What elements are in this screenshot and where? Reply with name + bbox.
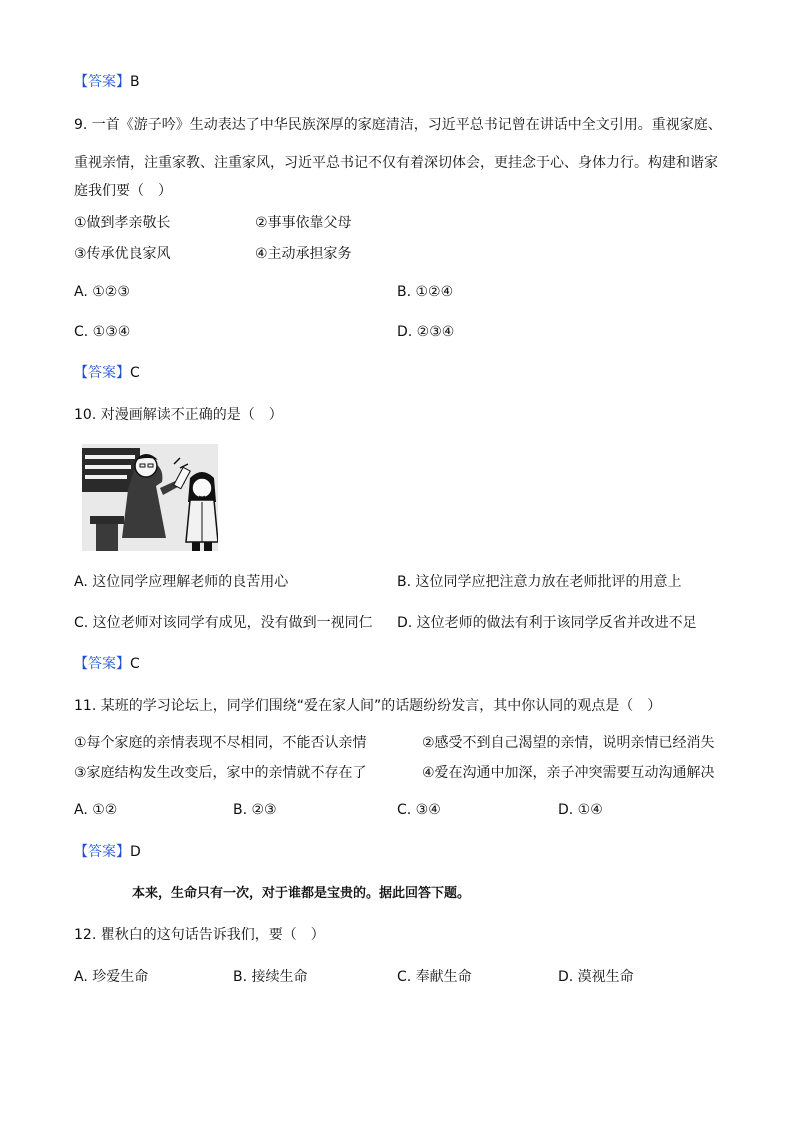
answer-line: [74, 655, 140, 673]
option-c: C. 奉献生命: [397, 969, 472, 985]
question-12-stem: 12. 瞿秋白的这句话告诉我们，要（ ）: [74, 927, 325, 943]
answer-line: [74, 843, 141, 861]
option-d: D. 漠视生命: [558, 969, 634, 985]
option-b: B. ②③: [233, 802, 277, 818]
statement-2: ②感受不到自己渴望的亲情，说明亲情已经消失: [422, 735, 715, 751]
answer-line: [74, 364, 140, 382]
statement-1: ①每个家庭的亲情表现不尽相同，不能否认亲情: [74, 735, 367, 751]
statement-4: ④爱在沟通中加深，亲子冲突需要互动沟通解决: [422, 765, 715, 781]
option-b: B. 这位同学应把注意力放在老师批评的用意上: [397, 574, 682, 590]
answer-tag: 【答案】: [74, 365, 130, 381]
answer-value: B: [130, 74, 140, 90]
option-a: A. ①②③: [74, 284, 130, 300]
question-9-stem-line-3: 庭我们要（ ）: [74, 183, 172, 199]
answer-tag: 【答案】: [74, 656, 130, 672]
question-10-stem: 10. 对漫画解读不正确的是（ ）: [74, 407, 283, 423]
option-a: A. 珍爱生命: [74, 969, 149, 985]
statement-3: ③家庭结构发生改变后，家中的亲情就不存在了: [74, 765, 367, 781]
statement-3: ③传承优良家风: [74, 246, 171, 262]
question-9-stem-line-2: 重视亲情，注重家教、注重家风，习近平总书记不仅有着深切体会，更挂念于心、身体力行。构建和谐家: [74, 155, 718, 171]
option-b: B. ①②④: [397, 284, 454, 300]
question-9-stem-line-1: 9. 一首《游子吟》生动表达了中华民族深厚的家庭清洁，习近平总书记曾在讲话中全文引用。重视家庭、: [74, 117, 722, 133]
reading-passage: 本来，生命只有一次，对于谁都是宝贵的。据此回答下题。: [132, 886, 471, 901]
cartoon-image: [82, 444, 218, 551]
answer-tag: 【答案】: [74, 74, 130, 90]
statement-2: ②事事依靠父母: [255, 215, 352, 231]
option-c: C. 这位老师对该同学有成见，没有做到一视同仁: [74, 615, 373, 631]
option-a: A. ①②: [74, 802, 118, 818]
answer-value: C: [130, 656, 140, 672]
question-11-stem: 11. 某班的学习论坛上，同学们围绕“爱在家人间”的话题纷纷发言，其中你认同的观点是（ ）: [74, 698, 662, 714]
option-b: B. 接续生命: [233, 969, 308, 985]
option-c: C. ①③④: [74, 324, 131, 340]
option-a: A. 这位同学应理解老师的良苦用心: [74, 574, 289, 590]
answer-value: C: [130, 365, 140, 381]
answer-value: D: [130, 844, 141, 860]
option-d: D. 这位老师的做法有利于该同学反省并改进不足: [397, 615, 697, 631]
answer-line: [74, 73, 140, 91]
option-d: D. ②③④: [397, 324, 455, 340]
statement-4: ④主动承担家务: [255, 246, 352, 262]
option-d: D. ①④: [558, 802, 603, 818]
answer-tag: 【答案】: [74, 844, 130, 860]
statement-1: ①做到孝亲敬长: [74, 215, 171, 231]
option-c: C. ③④: [397, 802, 441, 818]
